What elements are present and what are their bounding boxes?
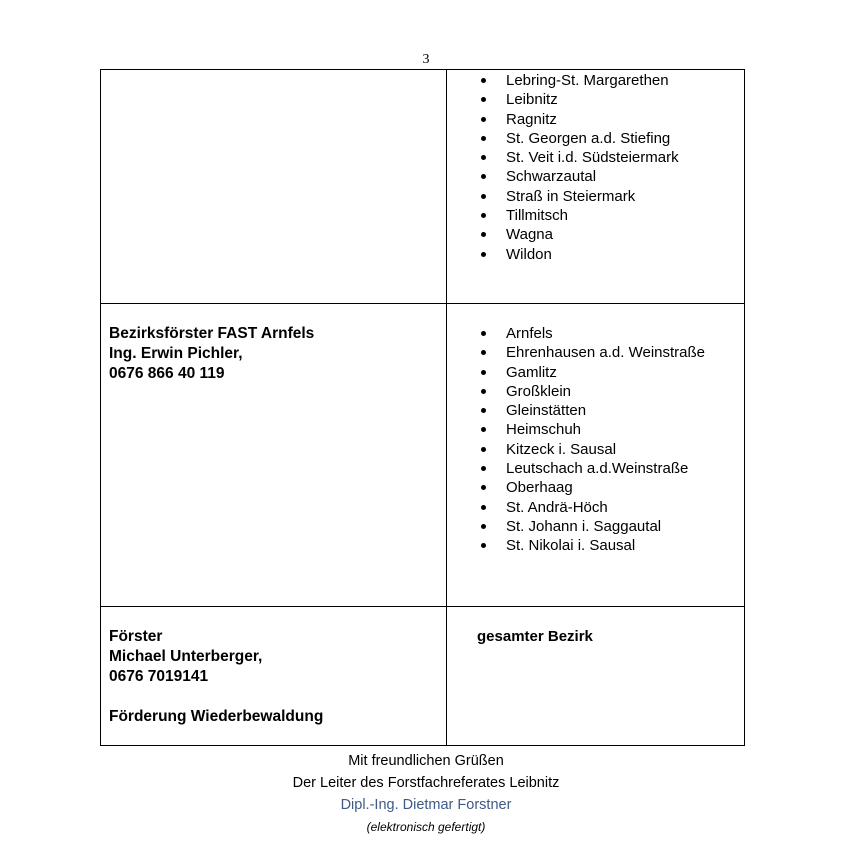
- list-item: Arnfels: [478, 324, 744, 343]
- list-item: Straß in Steiermark: [478, 187, 744, 206]
- table-row: [101, 304, 745, 607]
- list-item: Tillmitsch: [478, 206, 744, 225]
- table-row: [101, 607, 745, 746]
- signature-block: [0, 750, 852, 838]
- contact-name: Ing. Erwin Pichler,: [109, 345, 243, 362]
- list-item: St. Johann i. Saggautal: [478, 517, 744, 536]
- communes-list: [447, 70, 744, 264]
- list-item: Wagna: [478, 225, 744, 244]
- list-item: St. Andrä-Höch: [478, 498, 744, 517]
- contacts-table: [100, 69, 745, 746]
- contact-phone: 0676 7019141: [109, 668, 209, 685]
- list-item: St. Georgen a.d. Stiefing: [478, 129, 744, 148]
- greeting: Mit freundlichen Grüßen: [348, 753, 504, 769]
- contact-name: Michael Unterberger,: [109, 648, 263, 665]
- contact-title: Bezirksförster FAST Arnfels: [109, 325, 315, 342]
- communes-list: [447, 304, 744, 556]
- list-item: St. Veit i.d. Südsteiermark: [478, 148, 744, 167]
- communes-cell: [447, 607, 745, 746]
- page-number: 3: [422, 52, 430, 67]
- signer-role: Der Leiter des Forstfachreferates Leibnitz: [292, 775, 560, 791]
- coverage-text: gesamter Bezirk: [477, 628, 593, 645]
- signature-note: (elektronisch gefertigt): [366, 820, 486, 834]
- table-row: [101, 70, 745, 304]
- list-item: Lebring-St. Margarethen: [478, 71, 744, 90]
- contact-phone: 0676 866 40 119: [109, 365, 225, 382]
- list-item: Wildon: [478, 245, 744, 264]
- list-item: Gleinstätten: [478, 401, 744, 420]
- list-item: Ehrenhausen a.d. Weinstraße: [478, 343, 744, 362]
- list-item: Schwarzautal: [478, 167, 744, 186]
- contact-cell: [101, 304, 447, 607]
- contact-title: Förster: [109, 628, 163, 645]
- list-item: St. Nikolai i. Sausal: [478, 536, 744, 555]
- contact-responsibility: Förderung Wiederbewaldung: [109, 708, 324, 725]
- list-item: Oberhaag: [478, 478, 744, 497]
- signer-name: Dipl.-Ing. Dietmar Forstner: [340, 797, 512, 813]
- list-item: Leutschach a.d.Weinstraße: [478, 459, 744, 478]
- list-item: Ragnitz: [478, 110, 744, 129]
- contact-cell: [101, 607, 447, 746]
- list-item: Heimschuh: [478, 420, 744, 439]
- communes-cell: [447, 304, 745, 607]
- list-item: Großklein: [478, 382, 744, 401]
- communes-cell: [447, 70, 745, 304]
- list-item: Leibnitz: [478, 90, 744, 109]
- list-item: Gamlitz: [478, 363, 744, 382]
- contact-cell: [101, 70, 447, 304]
- list-item: Kitzeck i. Sausal: [478, 440, 744, 459]
